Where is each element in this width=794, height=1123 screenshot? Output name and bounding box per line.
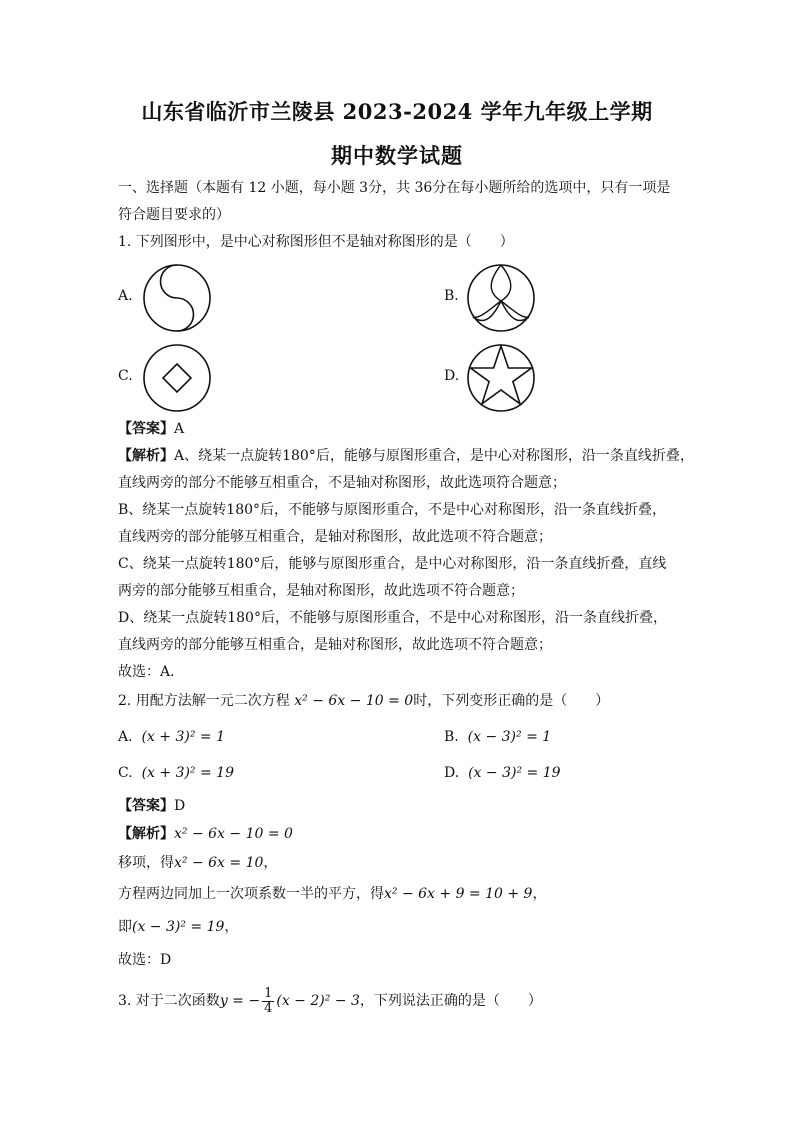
q2-option-a-expr: (x + 3)² = 1 xyxy=(141,729,225,745)
step-equation: x² − 6x = 10 xyxy=(174,855,264,871)
q1-analysis-line-8: 直线两旁的部分能够互相重合，是轴对称图形，故此选项不符合题意； xyxy=(118,637,552,653)
fraction-numerator: 1 xyxy=(264,985,273,1001)
step-equation: x² − 6x + 9 = 10 + 9 xyxy=(384,886,533,902)
q2-step-4: 故选：D xyxy=(118,952,172,968)
q1-option-d-label: D. xyxy=(444,368,460,384)
q1-analysis-line-3: B、绕某一点旋转180°后，不能够与原图形重合，不是中心对称图形，沿一条直线折叠， xyxy=(118,502,667,518)
q2-stem-text-tail: 时，下列变形正确的是（ ） xyxy=(413,693,610,709)
q3-fraction xyxy=(262,987,274,1016)
analysis-text: A、绕某一点旋转180°后，能够与原图形重合，是中心对称图形，沿一条直线折叠， xyxy=(174,448,694,464)
q2-option-b xyxy=(444,727,551,747)
q3-stem-text: 3. 对于二次函数 xyxy=(118,993,220,1009)
document-title: 山东省临沂市兰陵县 2023-2024 学年九年级上学期 xyxy=(141,99,653,124)
section-heading-cont: 符合题目要求的） xyxy=(118,207,230,223)
step-tail: ， xyxy=(532,886,547,902)
q1-analysis-line-7: D、绕某一点旋转180°后，不能够与原图形重合，不是中心对称图形，沿一条直线折叠， xyxy=(118,610,667,626)
q2-option-c xyxy=(118,763,234,783)
analysis-equation: x² − 6x − 10 = 0 xyxy=(174,826,293,842)
q2-option-d-expr: (x − 3)² = 19 xyxy=(468,765,561,781)
yin-yang-icon xyxy=(142,263,212,333)
question-3-stem xyxy=(118,986,542,1016)
answer-tag: 【答案】 xyxy=(118,421,174,437)
q2-option-c-expr: (x + 3)² = 19 xyxy=(141,765,234,781)
analysis-tag: 【解析】 xyxy=(118,448,174,464)
circle-with-star-icon xyxy=(466,343,536,413)
question-1-stem: 1. 下列图形中，是中心对称图形但不是轴对称图形的是（ ） xyxy=(118,234,514,250)
q2-stem-equation: x² − 6x − 10 = 0 xyxy=(294,693,414,709)
q2-answer xyxy=(118,796,185,816)
q2-option-a-label: A. xyxy=(118,729,133,745)
analysis-tag: 【解析】 xyxy=(118,826,174,842)
three-arc-circle-icon xyxy=(466,263,536,333)
q2-step-1 xyxy=(118,853,277,873)
q1-answer xyxy=(118,419,184,439)
step-tail: ， xyxy=(263,855,278,871)
fraction-denominator: 4 xyxy=(264,1000,273,1016)
q2-option-d-label: D. xyxy=(444,765,460,781)
answer-value: D xyxy=(174,798,186,814)
q2-option-d xyxy=(444,763,561,783)
step-tail: ， xyxy=(224,919,239,935)
q2-analysis xyxy=(118,824,293,844)
q3-equation-left: y = − xyxy=(219,993,261,1009)
q2-step-2 xyxy=(118,884,546,904)
q1-analysis-line-6: 两旁的部分能够互相重合，是轴对称图形，故此选项不符合题意； xyxy=(118,583,524,599)
q2-option-b-label: B. xyxy=(444,729,459,745)
answer-tag: 【答案】 xyxy=(118,798,174,814)
q2-step-3 xyxy=(118,917,238,937)
q2-option-a xyxy=(118,727,225,747)
q3-equation-right: (x − 2)² − 3 xyxy=(276,993,360,1009)
q2-stem-text: 2. 用配方法解一元二次方程 xyxy=(118,693,295,709)
step-text: 即 xyxy=(118,919,132,935)
section-heading: 一、选择题（本题有 12 小题，每小题 3分，共 36分在每小题所给的选项中，只有一项是 xyxy=(118,180,671,196)
q1-option-a-label: A. xyxy=(118,288,133,304)
circle-with-diamond-icon xyxy=(142,343,212,413)
q1-analysis-line-1 xyxy=(118,446,694,466)
q1-analysis-line-4: 直线两旁的部分能够互相重合，是轴对称图形，故此选项不符合题意； xyxy=(118,529,552,545)
q1-analysis-line-2: 直线两旁的部分不能够互相重合，不是轴对称图形，故此选项符合题意； xyxy=(118,475,566,491)
q2-option-c-label: C. xyxy=(118,765,133,781)
step-text: 移项，得 xyxy=(118,855,174,871)
document-subtitle: 期中数学试题 xyxy=(331,143,463,168)
step-equation: (x − 3)² = 19 xyxy=(132,919,225,935)
q1-option-c-label: C. xyxy=(118,368,133,384)
q1-analysis-line-5: C、绕某一点旋转180°后，能够与原图形重合，是中心对称图形，沿一条直线折叠，直线 xyxy=(118,556,667,572)
q1-analysis-line-9: 故选：A． xyxy=(118,664,185,680)
question-2-stem xyxy=(118,691,609,711)
q2-option-b-expr: (x − 3)² = 1 xyxy=(467,729,552,745)
q3-stem-text-tail: ，下列说法正确的是（ ） xyxy=(359,993,542,1009)
answer-value: A xyxy=(174,421,185,437)
q1-option-b-label: B. xyxy=(444,288,459,304)
step-text: 方程两边同加上一次项系数一半的平方，得 xyxy=(118,886,384,902)
